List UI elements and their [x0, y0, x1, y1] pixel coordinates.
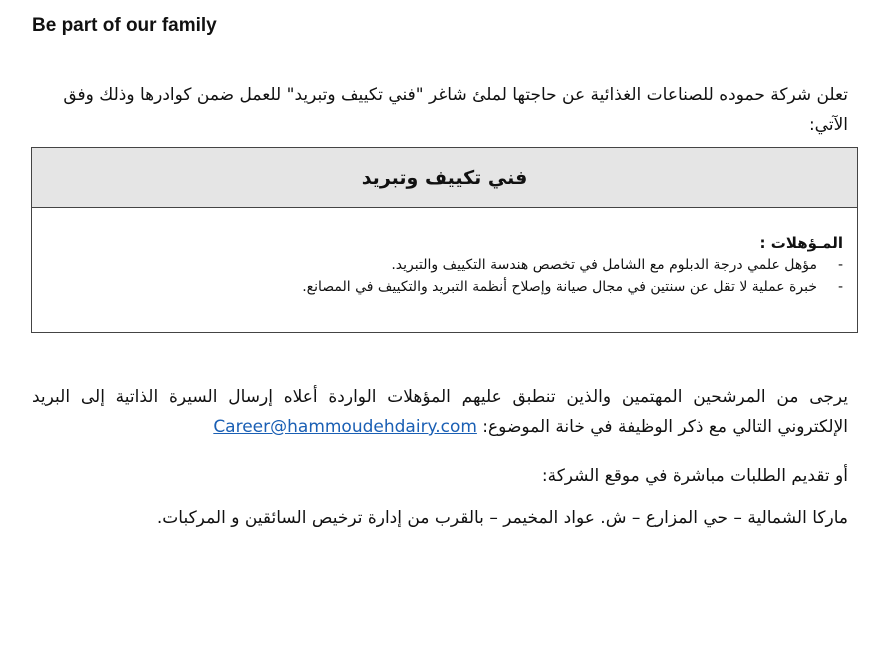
apply-text: يرجى من المرشحين المهتمين والذين تنطبق عليهم المؤهلات الواردة أعلاه إرسال السيرة الذاتية إلى البريد الإلكتروني التالي مع ذكر الوظيفة في خانة الموضوع: — [32, 387, 848, 437]
bullet-dash: - — [837, 257, 843, 273]
intro-paragraph: تعلن شركة حموده للصناعات الغذائية عن حاجتها لملئ شاغر "فني تكييف وتبريد" للعمل ضمن كوادرها وذلك وفق الآتي: — [63, 85, 848, 135]
qualifications-label: المـؤهلات : — [759, 234, 843, 252]
qualification-item — [46, 276, 843, 298]
job-table — [31, 147, 858, 333]
qualification-text: خبرة عملية لا تقل عن سنتين في مجال صيانة وإصلاح أنظمة التبريد والتكييف في المصانع. — [302, 279, 817, 295]
company-address: ماركا الشمالية – حي المزارع – ش. عواد المخيمر – بالقرب من إدارة ترخيص السائقين و المركبات. — [156, 508, 848, 528]
apply-onsite-line: أو تقديم الطلبات مباشرة في موقع الشركة: — [541, 466, 848, 486]
qualification-item — [46, 254, 843, 276]
page-heading: Be part of our family — [32, 15, 217, 36]
qualifications-list — [46, 254, 843, 298]
qualifications-section — [32, 208, 857, 298]
bullet-dash: - — [837, 279, 843, 295]
job-title: فني تكييف وتبريد — [32, 148, 857, 208]
email-link[interactable]: Career@hammoudehdairy.com — [213, 417, 477, 437]
qualification-text: مؤهل علمي درجة الدبلوم مع الشامل في تخصص هندسة التكييف والتبريد. — [391, 257, 817, 273]
apply-paragraph — [32, 382, 848, 442]
